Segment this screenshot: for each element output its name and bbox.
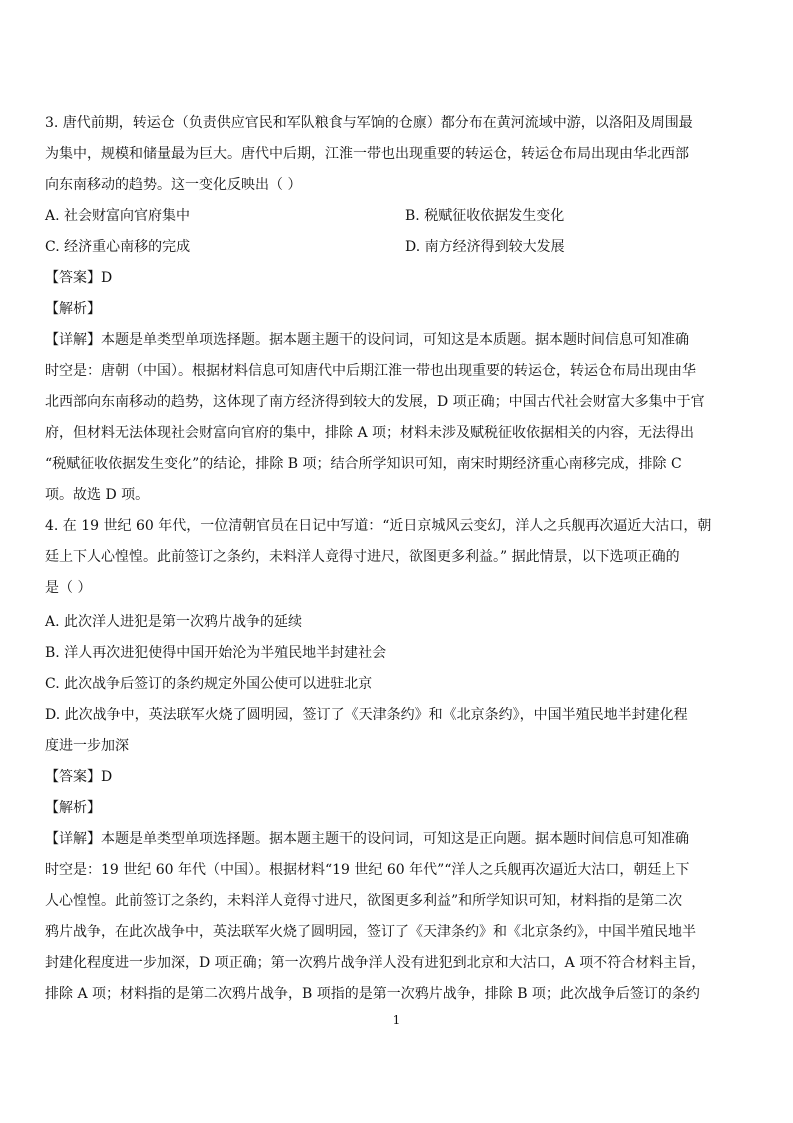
q4-option-c: C. 此次战争后签订的条约规定外国公使可以进驻北京 <box>45 676 373 692</box>
q3-option-c: C. 经济重心南移的完成 <box>45 239 191 255</box>
q4-option-d: D. 此次战争中，英法联军火烧了圆明园，签订了《天津条约》和《北京条约》，中国半殖民地半封建化程 <box>45 707 688 723</box>
q3-analysis-line: 府，但材料无法体现社会财富向官府的集中，排除 A 项；材料未涉及赋税征收依据相关的内容，无法得出 <box>45 425 695 441</box>
q4-stem-line: 4. 在 19 世纪 60 年代，一位清朝官员在日记中写道：“近日京城风云变幻，洋人之兵舰再次逼近大沽口，朝 <box>45 518 712 534</box>
q3-analysis-line: “税赋征收依据发生变化”的结论，排除 B 项；结合所学知识可知，南宋时期经济重心南移完成，排除 C <box>45 456 682 472</box>
q3-analysis-label: 【解析】 <box>45 301 101 317</box>
page-number: 1 <box>392 1013 401 1027</box>
q3-option-a: A. 社会财富向官府集中 <box>45 208 191 224</box>
q3-stem-line: 3. 唐代前期，转运仓（负责供应官民和军队粮食与军饷的仓廪）都分布在黄河流域中游，以洛阳及周围最 <box>45 115 693 131</box>
q3-stem-line: 为集中，规模和储量最为巨大。唐代中后期，江淮一带也出现重要的转运仓，转运仓布局出现由华北西部 <box>45 146 689 162</box>
q4-analysis-line: 人心惶惶。此前签订之条约，未料洋人竟得寸进尺，欲图更多利益”和所学知识可知，材料指的是第二次 <box>45 893 683 909</box>
q3-analysis-line: 项。故选 D 项。 <box>45 487 150 503</box>
q4-option-a: A. 此次洋人进犯是第一次鸦片战争的延续 <box>45 614 303 630</box>
q4-analysis-line: 时空是：19 世纪 60 年代（中国）。根据材料“19 世纪 60 年代”“洋人之兵舰再次逼近大沽口，朝廷上下 <box>45 862 690 878</box>
q4-analysis-line: 排除 A 项；材料指的是第二次鸦片战争，B 项指的是第一次鸦片战争，排除 B 项；此次战争后签订的条约 <box>45 986 700 1002</box>
q3-analysis-line: 【详解】本题是单类型单项选择题。据本题主题干的设问词，可知这是本质题。据本题时间信息可知准确 <box>45 332 689 348</box>
q4-option-d-cont: 度进一步加深 <box>45 738 129 754</box>
q3-analysis-line: 时空是：唐朝（中国）。根据材料信息可知唐代中后期江淮一带也出现重要的转运仓，转运仓布局出现由华 <box>45 363 696 379</box>
q3-analysis-line: 北西部向东南移动的趋势，这体现了南方经济得到较大的发展，D 项正确；中国古代社会财富大多集中于官 <box>45 394 705 410</box>
q4-analysis-label: 【解析】 <box>45 800 101 816</box>
q3-stem-line: 向东南移动的趋势。这一变化反映出（ ） <box>45 177 302 193</box>
q3-option-d: D. 南方经济得到较大发展 <box>405 239 565 255</box>
q4-answer: 【答案】D <box>45 769 113 785</box>
q4-analysis-line: 【详解】本题是单类型单项选择题。据本题主题干的设问词，可知这是正向题。据本题时间信息可知准确 <box>45 831 689 847</box>
q4-stem-line: 廷上下人心惶惶。此前签订之条约，未料洋人竟得寸进尺，欲图更多利益。” 据此情景，以下选项正确的 <box>45 549 680 565</box>
q4-analysis-line: 鸦片战争，在此次战争中，英法联军火烧了圆明园，签订了《天津条约》和《北京条约》，中国半殖民地半 <box>45 924 696 940</box>
q3-option-b: B. 税赋征收依据发生变化 <box>405 208 565 224</box>
q4-analysis-line: 封建化程度进一步加深，D 项正确；第一次鸦片战争洋人没有进犯到北京和大沽口，A 项不符合材料主旨， <box>45 955 706 971</box>
q4-stem-line: 是（ ） <box>45 580 92 596</box>
q3-answer: 【答案】D <box>45 270 113 286</box>
q4-option-b: B. 洋人再次进犯使得中国开始沦为半殖民地半封建社会 <box>45 645 387 661</box>
